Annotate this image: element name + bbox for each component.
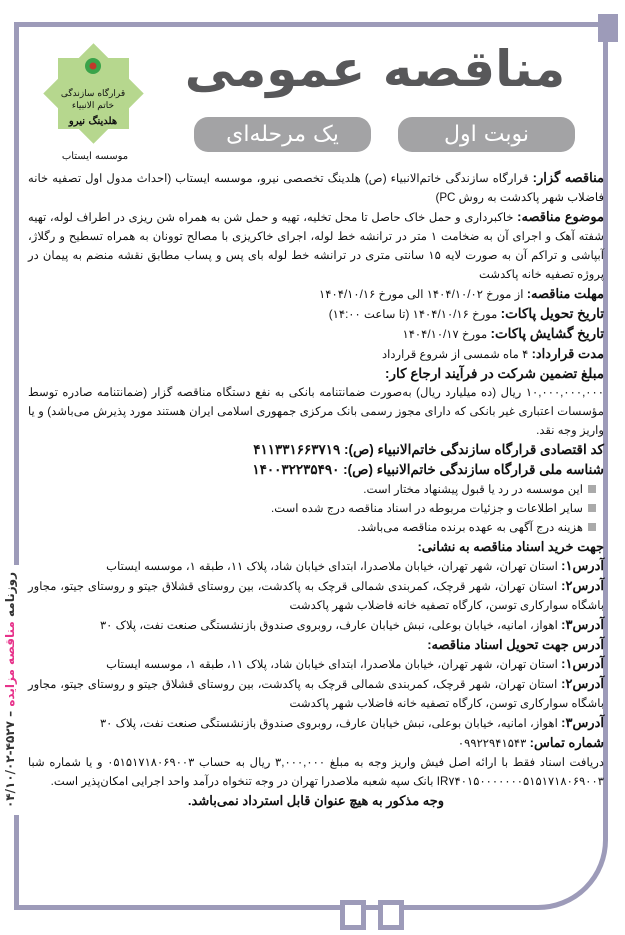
deadline: [28, 284, 604, 304]
bottom-square-decoration: [340, 900, 366, 930]
stage-badge: یک مرحله‌ای: [194, 117, 371, 152]
svg-text:هلدینگ نیرو: هلدینگ نیرو: [68, 116, 118, 127]
field-label: کد اقتصادی قرارگاه سازندگی خاتم‌الانبیاء (ص):: [343, 442, 604, 457]
field-label: آدرس۱:: [561, 558, 604, 573]
field-value: اهواز، امانیه، خیابان بوعلی، نبش خیابان عارف، روبروی صندوق بازنشستگی صنعت نفت، پلاک ۳۰: [99, 619, 562, 632]
note-text: این موسسه در رد یا قبول پیشنهاد مختار است.: [363, 483, 583, 496]
field-value: استان تهران، شهر تهران، خیابان ملاصدرا، ابتدای خیابان شاد، پلاک ۱۱، طبقه ۱، موسسه ایستاب: [106, 560, 562, 573]
field-value: مورخ ۱۴۰۴/۱۰/۱۷: [402, 328, 491, 341]
field-label: تاریخ تحویل پاکات:: [500, 306, 604, 321]
field-value: ۴ ماه شمسی از شروع قرارداد: [381, 348, 532, 361]
field-label: مهلت مناقصه:: [526, 286, 604, 301]
field-value: از مورخ ۱۴۰۴/۱۰/۰۲ الی مورخ ۱۴۰۴/۱۰/۱۶: [319, 288, 527, 301]
address: [28, 615, 604, 635]
field-value: مورخ ۱۴۰۴/۱۰/۱۶ (تا ساعت ۱۴:۰۰): [328, 308, 501, 321]
bullet-icon: [588, 504, 596, 512]
economic-code: [28, 440, 604, 460]
field-value: قرارگاه سازندگی خاتم‌الانبیاء (ص) هلدینگ تخصصی نیرو، موسسه ایستاب (احداث مدول اول تصفیه خانه فاضلاب شهر پاکدشت به روش PC): [28, 172, 604, 204]
delivery-date: [28, 304, 604, 324]
field-value: ۴۱۱۳۳۱۶۶۳۷۱۹: [253, 442, 344, 457]
note-text: سایر اطلاعات و جزئیات مربوطه در اسناد مناقصه درج شده است.: [270, 502, 583, 515]
field-label: تاریخ گشایش پاکات:: [490, 326, 604, 341]
stamp-brand: مناقصه مزایده: [3, 621, 17, 707]
field-label: آدرس۳:: [561, 715, 604, 730]
field-label: موضوع مناقصه:: [517, 209, 604, 224]
field-value: استان تهران، شهر قرچک، کمربندی شمالی قرچک به پاکدشت، بین روستای قشلاق جیتو و روستای جیتو، مجاور باشگاه سوارکاری توسن، کارگاه تصفیه خانه فاضلاب شهر پاکدشت: [28, 580, 604, 612]
field-label: شناسه ملی قرارگاه سازندگی خاتم‌الانبیاء (ص):: [343, 462, 604, 477]
tenderer: [28, 168, 604, 207]
svg-text:قرارگاه سازندگی: قرارگاه سازندگی: [60, 89, 126, 99]
field-label: مدت قرارداد:: [531, 346, 604, 361]
delivery-heading: آدرس جهت تحویل اسناد مناقصه:: [427, 637, 604, 652]
field-label: آدرس۲:: [561, 578, 604, 593]
bullet-icon: [588, 523, 596, 531]
newspaper-stamp: [0, 565, 20, 815]
duration: [28, 344, 604, 364]
note-item: [28, 518, 604, 537]
payment-text: دریافت اسناد فقط با ارائه اصل فیش واریز وجه به مبلغ ۳,۰۰۰,۰۰۰ ریال به حساب ۰۵۱۵۱۷۱۸۰۶۹۰۰۳ و یا شماره شبا IR۷۴۰۱۵۰۰۰۰۰۰۰۵۱۵۱۷۱۸۰۶۹۰۰۳ بانک سپه شعبه ملاصدرا تهران در وجه تنخواه درآمد واحد اجرایی امکان‌پذیر است.: [28, 756, 604, 788]
opening-date: [28, 324, 604, 344]
field-label: شماره تماس:: [529, 735, 604, 750]
national-id: [28, 460, 604, 480]
non-refundable-note: وجه مذکور به هیچ عنوان قابل استرداد نمی‌باشد.: [187, 793, 445, 808]
field-value: استان تهران، شهر قرچک، کمربندی شمالی قرچک به پاکدشت، بین روستای قشلاق جیتو و روستای جیتو، مجاور باشگاه سوارکاری توسن، کارگاه تصفیه خانه فاضلاب شهر پاکدشت: [28, 678, 604, 710]
field-value: استان تهران، شهر تهران، خیابان ملاصدرا، ابتدای خیابان شاد، پلاک ۱۱، طبقه ۱، موسسه ایستاب: [106, 658, 562, 671]
guarantee-heading: مبلغ تضمین شرکت در فرآیند ارجاع کار:: [385, 366, 604, 381]
page-title: مناقصه عمومی: [184, 40, 566, 98]
logo: [36, 36, 151, 151]
address: [28, 674, 604, 713]
bottom-square-decoration: [378, 900, 404, 930]
field-label: مناقصه گزار:: [532, 170, 604, 185]
phone: [28, 733, 604, 753]
subject: [28, 207, 604, 284]
ad-body: [28, 168, 604, 810]
stamp-prefix: روزنامه: [3, 571, 17, 617]
field-label: آدرس۲:: [561, 676, 604, 691]
note-item: [28, 480, 604, 499]
address: [28, 556, 604, 576]
svg-text:خاتم الانبیاء: خاتم الانبیاء: [71, 101, 115, 111]
bullet-icon: [588, 485, 596, 493]
field-value: اهواز، امانیه، خیابان بوعلی، نبش خیابان عارف، روبروی صندوق بازنشستگی صنعت نفت، پلاک ۳۰: [99, 717, 562, 730]
field-label: آدرس۱:: [561, 656, 604, 671]
field-label: آدرس۳:: [561, 617, 604, 632]
field-value: ۱۴۰۰۳۲۲۳۵۴۹۰: [252, 462, 344, 477]
logo-caption: موسسه ایستاب: [61, 151, 129, 162]
address: [28, 713, 604, 733]
corner-square-decoration: [598, 14, 618, 42]
field-value: ۰۹۹۲۲۹۴۱۵۴۳: [457, 737, 530, 750]
address: [28, 654, 604, 674]
note-item: [28, 499, 604, 518]
field-value: خاکبرداری و حمل خاک حاصل تا محل تخلیه، تهیه و حمل شن به همراه شن ریزی در اطراف لوله، تهیه شفته آهک و اجرای آن به ضخامت ۱ متر در ترانشه خط لوله، اجرای خاکریزی با مصالح توونان به همراه تسطیح و رگلاژ، آبپاشی و تراکم آن به صورت لایه ۱۵ سانتی متری در ترانشه خط لوله بای پس و پساب مطابق نقشه منضم به پیمان در پروژه تصفیه خانه پاکدشت: [28, 211, 605, 281]
guarantee-text: ۱۰,۰۰۰,۰۰۰,۰۰۰ ریال (ده میلیارد ریال) به‌صورت ضمانتنامه بانکی به نفع دستگاه مناقصه گزار (ضمانتنامه صادره توسط مؤسسات اعتباری غیر بانکی که دارای مجوز رسمی بانک مرکزی جمهوری اسلامی ایران هستند مورد پذیرش می‌باشد) و یا واریز وجه نقد.: [28, 386, 604, 437]
purchase-heading: جهت خرید اسناد مناقصه به نشانی:: [417, 539, 604, 554]
stamp-date: – ۴۵۲۷-۰۴/۱۰/۰۲: [3, 710, 17, 809]
note-text: هزینه درج آگهی به عهده برنده مناقصه می‌باشد.: [357, 521, 583, 534]
round-badge: نوبت اول: [398, 117, 575, 152]
address: [28, 576, 604, 615]
